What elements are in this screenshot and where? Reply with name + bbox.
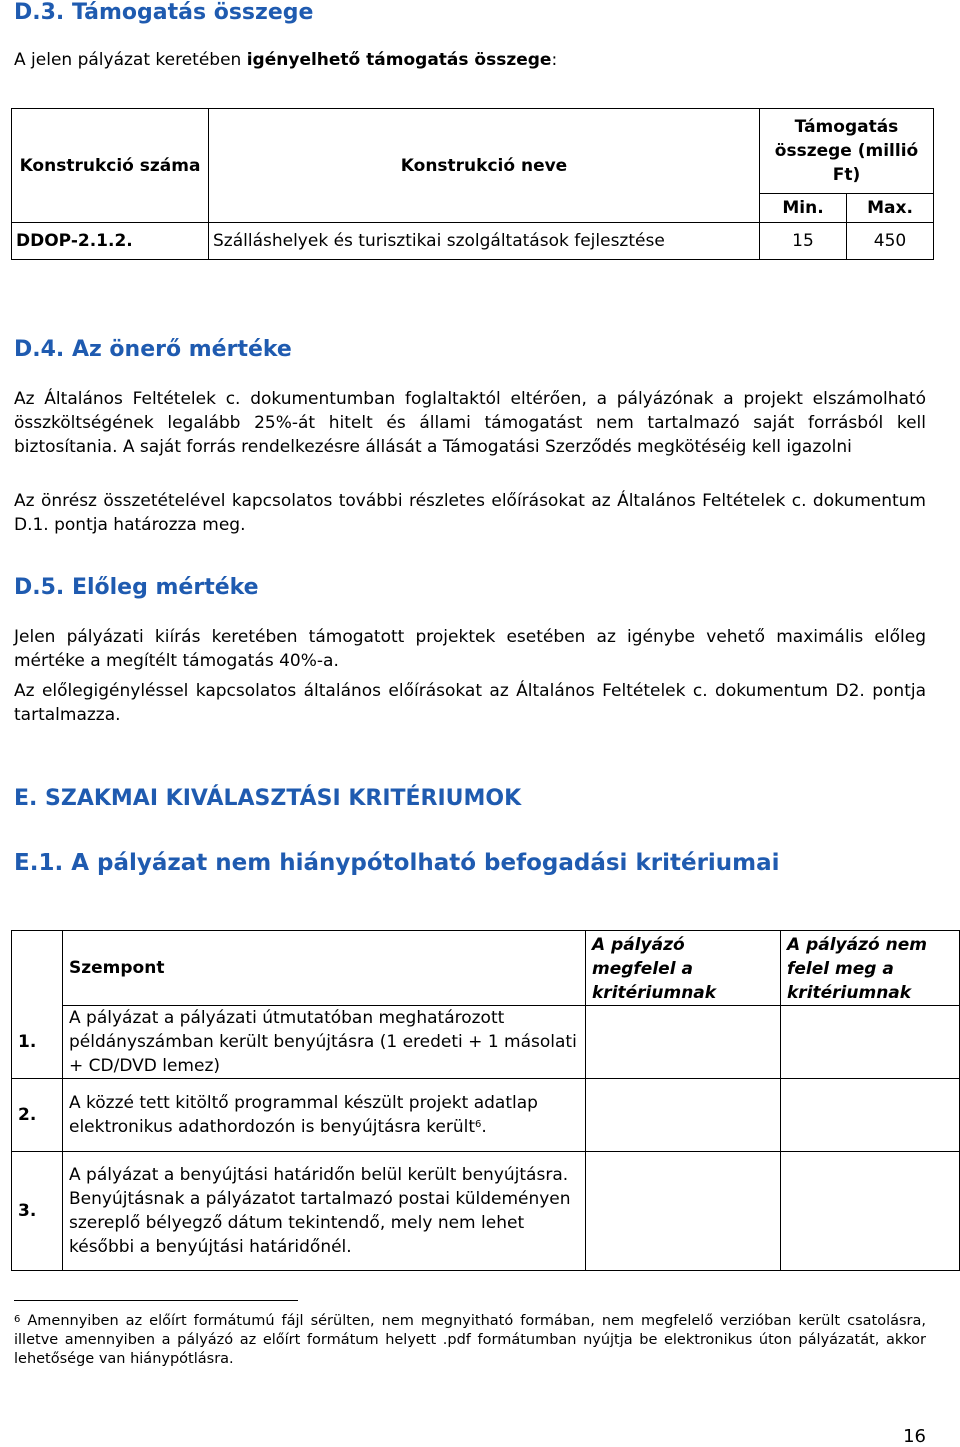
table-row [12,1079,960,1152]
col-criterion: Szempont [63,931,586,1006]
table-row [12,1006,960,1079]
section-heading-d3: D.3. Támogatás összege [14,0,314,25]
section-heading-d5: D.5. Előleg mértéke [14,575,259,600]
table-row [12,1152,960,1271]
section-heading-d4: D.4. Az önerő mértéke [14,337,292,362]
row-meets-cell [586,1079,781,1152]
row-criterion-text-suffix: . [481,1117,487,1137]
col-support-amount: Támogatás összege (millió Ft) [760,109,934,194]
d4-paragraph-1: Az Általános Feltételek c. dokumentumban foglaltaktól eltérően, a pályázónak a projekt elszámolható összköltségének legalább 25%-át hitelt és állami támogatást nem tartalmazó saját forrásból kell biztosítania. A saját forrás rendelkezésre állását a Támogatási Szerződés megkötéséig kell igazolni [14,389,926,457]
col-max: Max. [847,194,934,223]
footnote-mark: 6 [14,1314,21,1325]
d3-intro-text: A jelen pályázat keretében [14,50,247,70]
footnote [14,1312,926,1369]
row-not-meets-cell [781,1079,960,1152]
d5-paragraph-2: Az előlegigényléssel kapcsolatos általános előírásokat az Általános Feltételek c. dokumentum D2. pontja tartalmazza. [14,681,926,725]
d5-paragraph-1: Jelen pályázati kiírás keretében támogatott projektek esetében az igénybe vehető maximális előleg mértéke a megítélt támogatás 40%-a. [14,627,926,671]
d3-intro-colon: : [551,50,558,70]
row-criterion-text [63,1079,586,1152]
d4-paragraph-2: Az önrész összetételével kapcsolatos további részletes előírásokat az Általános Feltételek c. dokumentum D.1. pontja határozza meg. [14,491,926,535]
support-amount-table [11,108,934,260]
table-row [12,223,934,260]
col-not-meets: A pályázó nem felel meg a kritériumnak [781,931,960,1006]
row-number: 2. [12,1079,63,1152]
row-criterion-text-main: A közzé tett kitöltő programmal készült projekt adatlap elektronikus adathordozón is benyújtásra került [69,1093,538,1137]
row-meets-cell [586,1152,781,1271]
col-construction-name: Konstrukció neve [209,109,760,223]
footnote-divider [14,1300,298,1301]
section-heading-e1: E.1. A pályázat nem hiánypótolható befogadási kritériumai [14,850,780,876]
col-construction-number: Konstrukció száma [12,109,209,223]
row-construction-number: DDOP-2.1.2. [12,223,209,260]
admission-criteria-table [11,930,960,1271]
col-meets: A pályázó megfelel a kritériumnak [586,931,781,1006]
row-number: 1. [12,1006,63,1079]
row-criterion-text: A pályázat a benyújtási határidőn belül került benyújtásra. Benyújtásnak a pályázatot tartalmazó postai küldeményen szereplő bélyegző dátum tekintendő, mely nem lehet későbbi a benyújtási határidőnél. [63,1152,586,1271]
row-min: 15 [760,223,847,260]
row-construction-name: Szálláshelyek és turisztikai szolgáltatások fejlesztése [209,223,760,260]
row-criterion-text: A pályázat a pályázati útmutatóban meghatározott példányszámban került benyújtásra (1 eredeti + 1 másolati + CD/DVD lemez) [63,1006,586,1079]
num-header-cell [12,931,63,1006]
row-not-meets-cell [781,1006,960,1079]
section-heading-e: E. SZAKMAI KIVÁLASZTÁSI KRITÉRIUMOK [14,786,522,811]
d3-intro [14,48,926,72]
footnote-text: Amennyiben az előírt formátumú fájl sérülten, nem megnyitható formában, nem megfelelő verzióban került csatolásra, illetve amennyiben a pályázó az előírt formátum helyett .pdf formátumban nyújtja be elektronikus úton pályázatát, akkor lehetősége van hiánypótlásra. [14,1313,926,1367]
row-meets-cell [586,1006,781,1079]
row-number: 3. [12,1152,63,1271]
d3-intro-bold: igényelhető támogatás összege [246,50,552,70]
row-max: 450 [847,223,934,260]
footnote-reference: 6 [475,1119,482,1130]
page-number: 16 [903,1426,926,1447]
col-min: Min. [760,194,847,223]
row-not-meets-cell [781,1152,960,1271]
